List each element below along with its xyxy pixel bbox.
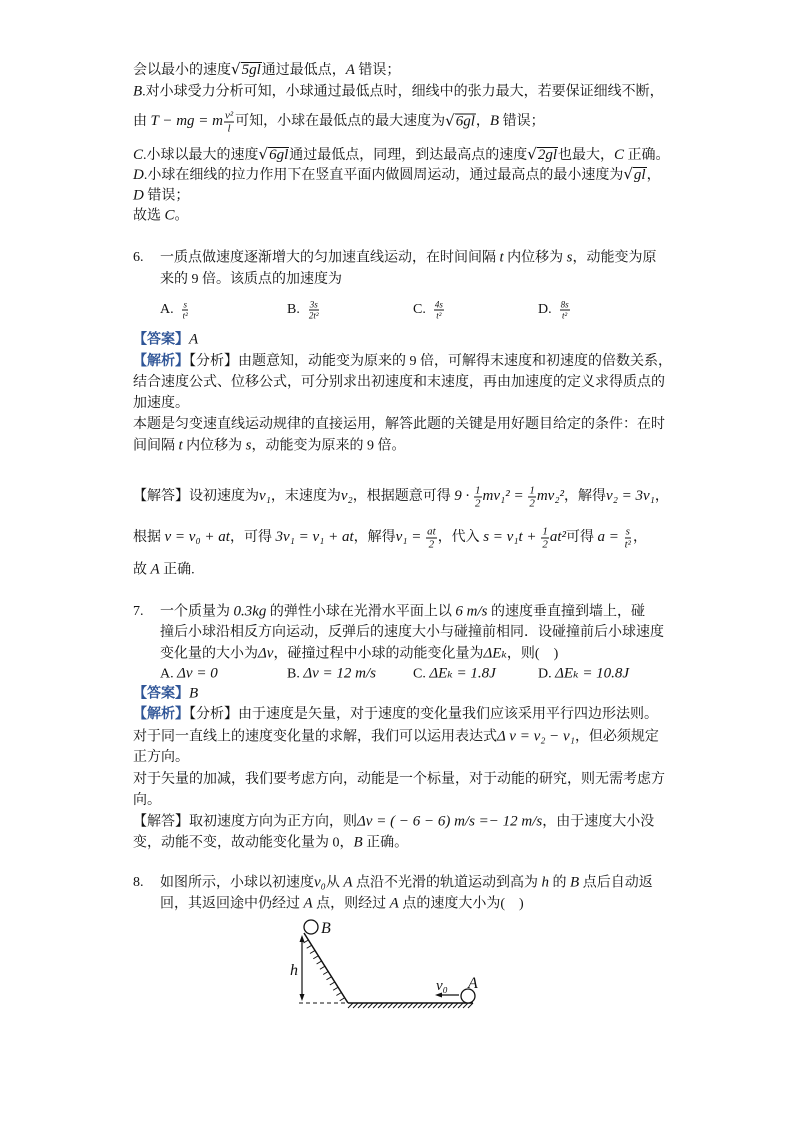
text-run: ， [646,168,661,183]
label-v0: v₀ [436,978,448,994]
math-expression: at² [549,529,566,546]
text-run: .小球以最大的速度 [143,148,259,163]
text-run: 一个质量为 [160,604,234,620]
text-run: .小球在细线的拉力作用下在竖直平面内做圆周运动，通过最高点的最小速度为 [143,168,624,183]
denominator: l [227,122,231,135]
incline-hatch [303,940,344,1001]
text-run: ，解得 [353,530,396,546]
incline-hatch-mark [320,966,325,969]
analysis-line [133,748,189,768]
analysis-line [133,705,658,725]
text-run: 正方向。 [133,750,189,765]
text-run: 。 [174,208,189,224]
text-run: 正确。 [624,148,670,163]
square-root [623,164,646,186]
text-run: 可得 [565,530,598,546]
option-a [160,664,218,685]
question-stem-line [160,623,664,643]
denominator: t² [182,310,188,321]
math-expression: B [189,685,199,702]
text-run: 也最大， [557,148,614,163]
text-run: 内位移为 [503,250,567,266]
analysis-line [133,770,665,790]
math-expression: B [353,834,363,851]
text-run: B. [287,666,304,682]
text-run: ， [475,114,490,130]
incline-track-figure [285,912,485,1022]
math-expression: 6 m/s [455,603,488,620]
question-stem-line [160,873,653,894]
square-root [445,110,476,132]
question-number: 8. [133,875,144,890]
text-run: A. [160,302,181,318]
text-run: D. [538,302,559,318]
label-b: B [321,920,331,937]
text-run: 由 [133,114,151,130]
denominator: t² [436,310,442,321]
text-run: 【分析】由于速度是矢量，对于速度的变化量我们应该采用平行四边形法则。 [189,707,658,722]
math-expression: v = v₀ + at [164,529,230,546]
text-run: 来的 9 倍。该质点的加速度为 [160,272,342,287]
text-run: 错误； [499,114,545,130]
section-tag: 【答案】 [133,686,189,702]
section-tag: 【解析】 [133,707,189,722]
text-run: 错误； [143,188,190,204]
analysis-line [133,436,406,457]
text-run: 可知，小球在最低点的最大速度为 [235,114,446,130]
option-a [160,300,190,321]
incline-hatch-mark [340,998,345,1001]
text-run: 间间隔 [133,438,179,454]
math-expression: B [570,874,580,891]
math-expression: Δ v = v₂ − v₁ [497,728,575,745]
text-run: 结合速度公式、位移公式，可分别求出初速度和末速度，再由加速度的定义求得质点的 [133,375,665,390]
text-run: 加速度。 [133,396,189,411]
text-run: 对于同一直线上的速度变化量的求解，我们可以运用表达式 [133,729,497,745]
label-a: A [468,975,478,992]
math-expression: A [303,895,313,912]
text-run: A. [160,666,178,682]
text-run: C. [413,666,430,682]
text-run: 会以最小的速度 [133,63,231,78]
math-expression: v₀ [314,874,326,891]
text-run: ，末速度为 [270,489,341,505]
math-expression: h [541,874,550,891]
text-run: 【解答】取初速度方向为正方向，则 [133,814,357,830]
text-run: 错误； [354,63,401,78]
math-expression: B [133,83,143,100]
math-expression: C [133,147,144,163]
math-expression: Δv = 0 [177,665,218,682]
solution-line [133,485,669,510]
math-expression: v₁ = [395,529,426,546]
numerator: 8s [560,299,569,310]
analysis-line [133,373,665,393]
answer-line [133,684,198,705]
question-stem-line [160,270,342,290]
denominator: 2 [428,538,435,551]
text-run: ， [632,530,647,546]
text-run: 向。 [133,793,161,808]
incline-hatch-mark [336,993,341,996]
solution-line [133,560,195,581]
text-run: ，根据题意可得 [352,489,455,505]
option-b [287,664,376,685]
text-run: 的 [549,875,571,891]
text-run: ，动能变为原来的 9 倍。 [251,438,406,454]
incline-hatch-mark [333,987,338,990]
math-expression: A [345,62,355,78]
solution-line [133,186,189,207]
text-run: 【分析】由题意知，动能变为原来的 9 倍，可解得末速度和初速度的倍数关系， [189,354,672,369]
radicand: 5gl [241,62,261,78]
text-run: D. [538,666,556,682]
fraction [474,485,482,510]
math-expression: v₂ = 3v₁ [606,488,655,505]
math-expression: s = v₁t + [483,529,541,546]
ball-b [304,920,318,934]
math-expression: A [150,561,160,578]
incline-hatch-mark [330,982,335,985]
numerator: s [625,525,630,538]
text-run: 回，其返回途中仍经过 [160,896,304,912]
option-b [287,300,321,321]
text-run: 点的速度大小为( ) [398,896,524,912]
math-expression: A [389,895,399,912]
fraction [308,300,320,321]
fraction [528,485,536,510]
fraction [541,526,549,551]
text-run: 正确。 [362,835,409,851]
math-expression: v₂ [340,488,353,505]
fraction [624,526,632,551]
math-expression: Δv = ( − 6 − 6) m/s =− 12 m/s [357,813,543,830]
math-expression: A [189,331,199,348]
label-h: h [290,962,298,979]
math-expression: mv₂² [536,488,565,505]
denominator: t² [562,310,568,321]
height-arrow [300,935,305,1001]
text-run: ，动能变为原 [572,250,657,266]
question-number: 6. [133,250,144,265]
solution-line [133,164,661,186]
option-c [413,664,496,685]
text-run: 的弹性小球在光滑水平面上以 [266,604,456,620]
math-expression: 9 · [454,488,473,505]
text-run: ，可得 [229,530,276,546]
numerator: s [183,299,187,310]
text-run: 通过最低点，同理，到达最高点的速度 [289,148,528,163]
text-run: 对于矢量的加减，我们要考虑方向，动能是一个标量，对于动能的研究，则无需考虑方 [133,772,665,787]
numerator: 1 [529,484,535,497]
incline-hatch-mark [307,945,312,948]
incline-hatch-mark [310,951,315,954]
math-expression: 3v₁ = v₁ + at [275,529,354,546]
option-d [538,664,629,685]
text-run: 通过最低点， [261,63,346,78]
text-run: .对小球受力分析可知，小球通过最低点时，细线中的张力最大，若要保证细线不断， [142,84,664,100]
option-c [413,300,445,321]
text-run: 从 [325,875,344,891]
radicand: 6gl [455,113,475,130]
text-run: 内位移为 [182,438,246,454]
text-run: 正确. [159,562,195,578]
text-run: ，碰撞过程中小球的动能变化量为 [273,646,484,662]
text-run: 根据 [133,530,165,546]
section-tag: 【答案】 [133,332,189,348]
math-expression: ΔEₖ = 10.8J [555,665,630,682]
incline-line [304,933,348,1003]
option-d [538,300,571,321]
numerator: 1 [542,525,548,538]
denominator: 2 [542,538,548,551]
math-expression: Δv [258,645,274,662]
math-expression: t [178,437,183,454]
solution-line [133,144,670,166]
text-run: 撞后小球沿相反方向运动，反弹后的速度大小与碰撞前相同．设碰撞前后小球速度 [160,625,664,640]
denominator: 2 [475,497,481,510]
math-expression: mv₁² = [482,488,528,505]
denominator: 2 [529,497,535,510]
radicand: 6gl [269,147,289,163]
math-expression: T − mg = m [150,113,223,130]
analysis-line [133,352,672,372]
solution-line [133,110,545,135]
text-run: 点沿不光滑的轨道运动到高为 [352,875,542,891]
text-run: 的速度垂直撞到墙上，碰 [487,604,646,620]
question-stem-line [160,248,657,269]
question-number: 7. [133,604,144,619]
incline-hatch-mark [317,961,322,964]
solution-line [133,82,664,103]
denominator: 2t² [308,310,319,321]
text-run: ，代入 [437,530,484,546]
fraction [560,300,570,321]
solution-line [133,206,189,227]
text-run: ，由于速度大小没 [542,814,655,830]
solution-line [133,812,654,833]
numerator: 1 [475,484,481,497]
analysis-line [133,394,189,414]
text-run: 一质点做速度逐渐增大的匀加速直线运动，在时间间隔 [160,250,500,266]
answer-line [133,330,198,351]
square-root [259,144,290,166]
text-run: ，解得 [564,489,607,505]
text-run: 【解答】设初速度为 [133,489,259,505]
analysis-line [133,791,161,811]
solution-line [133,526,647,551]
text-run: ，但必须规定 [574,729,659,745]
fraction [434,300,444,321]
text-run: 点，则经过 [312,896,390,912]
numerator: 3s [309,299,318,310]
math-expression: D [133,187,144,204]
square-root [231,59,262,81]
incline-hatch-mark [327,977,332,980]
section-tag: 【解析】 [133,354,189,369]
fraction [426,526,437,551]
math-expression: ΔEₖ = 1.8J [429,665,496,682]
text-run: ，则( ) [506,646,559,662]
radicand: gl [633,167,646,183]
math-expression: t [499,249,504,266]
math-expression: A [343,874,353,891]
math-expression: D [133,167,144,183]
text-run: 本题是匀变速直线运动规律的直接运用，解答此题的关键是用好题目给定的条件：在时 [133,417,665,432]
fraction [182,300,189,321]
text-run: 点后自动返 [579,875,653,891]
incline-hatch-mark [313,956,318,959]
math-expression: C [613,147,624,163]
text-run: B. [287,302,307,318]
math-expression: 0.3kg [233,603,267,620]
numerator: v² [224,109,234,122]
math-expression: a = [597,529,623,546]
analysis-line [133,727,659,748]
fraction [224,110,234,135]
radicand: 2gl [537,147,557,163]
incline-hatch-mark [323,972,328,975]
solution-line [133,59,400,81]
text-run: 如图所示，小球以初速度 [160,875,314,891]
denominator: t² [624,538,631,551]
text-run: ， [654,489,669,505]
question-stem-line [160,644,558,665]
math-expression: v₁ [259,488,271,505]
text-run: 变，动能不变，故动能变化量为 0， [133,835,354,851]
math-expression: B [489,113,500,130]
solution-line [133,833,408,854]
math-expression: s [566,249,573,266]
text-run: 故选 [133,208,165,224]
text-run: C. [413,302,433,318]
math-expression: s [245,437,252,454]
analysis-line [133,415,665,435]
math-expression: C [164,207,175,224]
text-run: 变化量的大小为 [160,646,258,662]
math-expression: ΔEₖ [483,645,507,662]
square-root [527,144,558,166]
text-run: 故 [133,562,151,578]
question-stem-line [160,602,645,623]
numerator: at [427,525,436,538]
numerator: 4s [434,299,443,310]
math-expression: Δv = 12 m/s [303,665,377,682]
